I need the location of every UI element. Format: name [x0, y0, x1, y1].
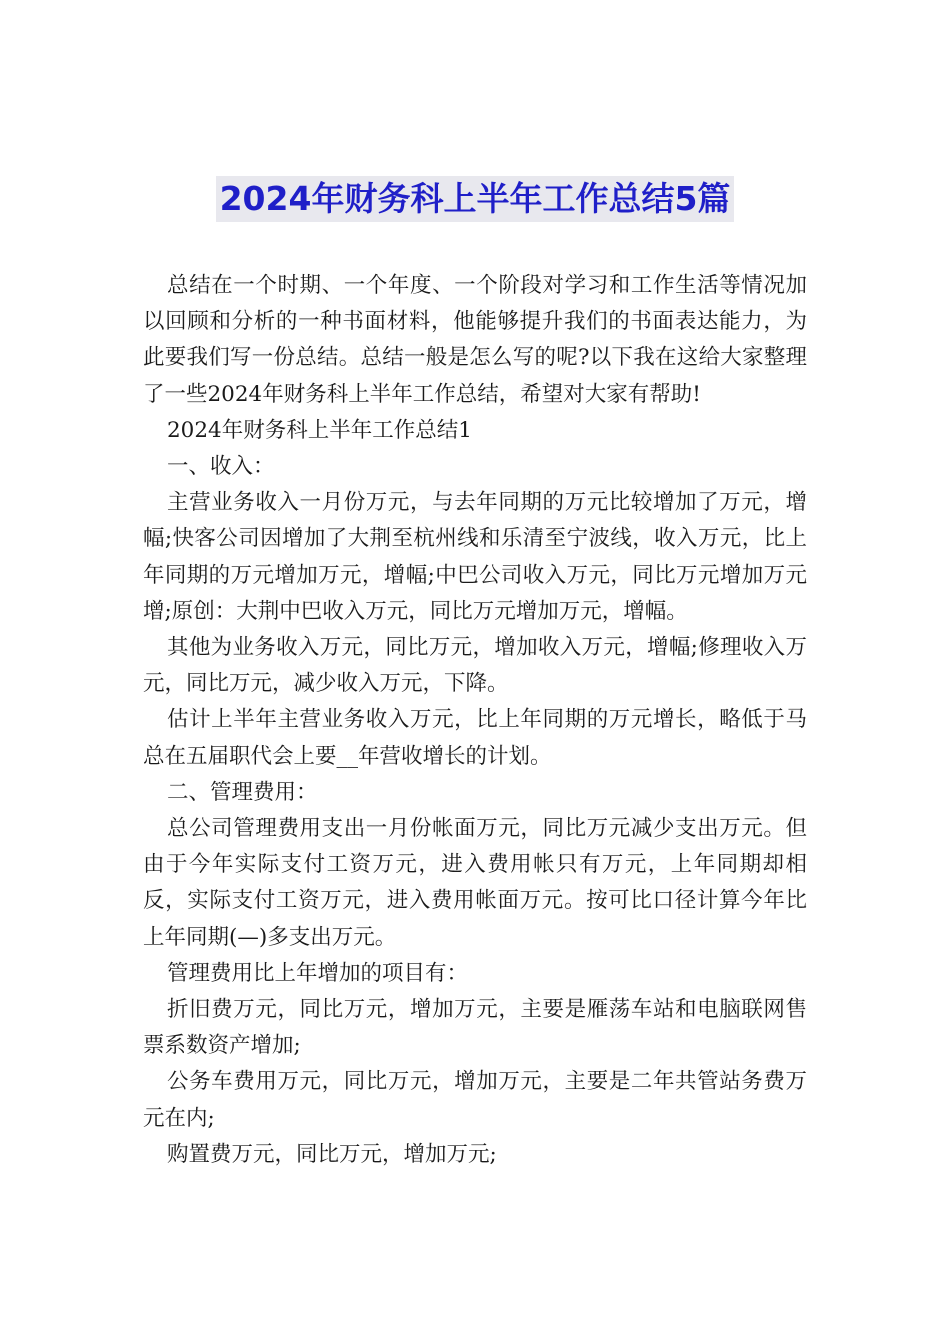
- body-paragraph: 总公司管理费用支出一月份帐面万元，同比万元减少支出万元。但由于今年实际支付工资万元，进入费用帐只有万元，上年同期却相反，实际支付工资万元，进入费用帐面万元。按可比口径计算今年比上年同期(—)多支出万元。: [143, 816, 807, 950]
- body-paragraph: 购置费万元，同比万元，增加万元;: [167, 1141, 497, 1167]
- subheading-income: 一、收入：: [167, 454, 275, 480]
- document-body: [143, 268, 807, 1173]
- body-paragraph: 其他为业务收入万元，同比万元，增加收入万元，增幅;修理收入万元，同比万元，减少收入万元，下降。: [143, 635, 807, 697]
- body-paragraph: 管理费用比上年增加的项目有：: [167, 960, 469, 986]
- intro-paragraph: 总结在一个时期、一个年度、一个阶段对学习和工作生活等情况加以回顾和分析的一种书面材料，他能够提升我们的书面表达能力，为此要我们写一份总结。总结一般是怎么写的呢?以下我在这给大家整理了一些2024年财务科上半年工作总结，希望对大家有帮助!: [143, 273, 807, 407]
- body-paragraph: 估计上半年主营业务收入万元，比上年同期的万元增长，略低于马总在五届职代会上要__年营收增长的计划。: [143, 707, 807, 769]
- section-heading: 2024年财务科上半年工作总结1: [167, 417, 472, 443]
- title-block: [0, 176, 950, 222]
- subheading-management-fees: 二、管理费用：: [167, 779, 318, 805]
- body-paragraph: 公务车费用万元，同比万元，增加万元，主要是二年共管站务费万元在内;: [143, 1069, 807, 1131]
- document-title: 2024年财务科上半年工作总结5篇: [216, 176, 735, 222]
- body-paragraph: 折旧费万元，同比万元，增加万元，主要是雁荡车站和电脑联网售票系数资产增加;: [143, 997, 807, 1059]
- body-paragraph: 主营业务收入一月份万元，与去年同期的万元比较增加了万元，增幅;快客公司因增加了大荆至杭州线和乐清至宁波线，收入万元，比上年同期的万元增加万元，增幅;中巴公司收入万元，同比万元增加万元增;原创：大荆中巴收入万元，同比万元增加万元，增幅。: [143, 490, 807, 624]
